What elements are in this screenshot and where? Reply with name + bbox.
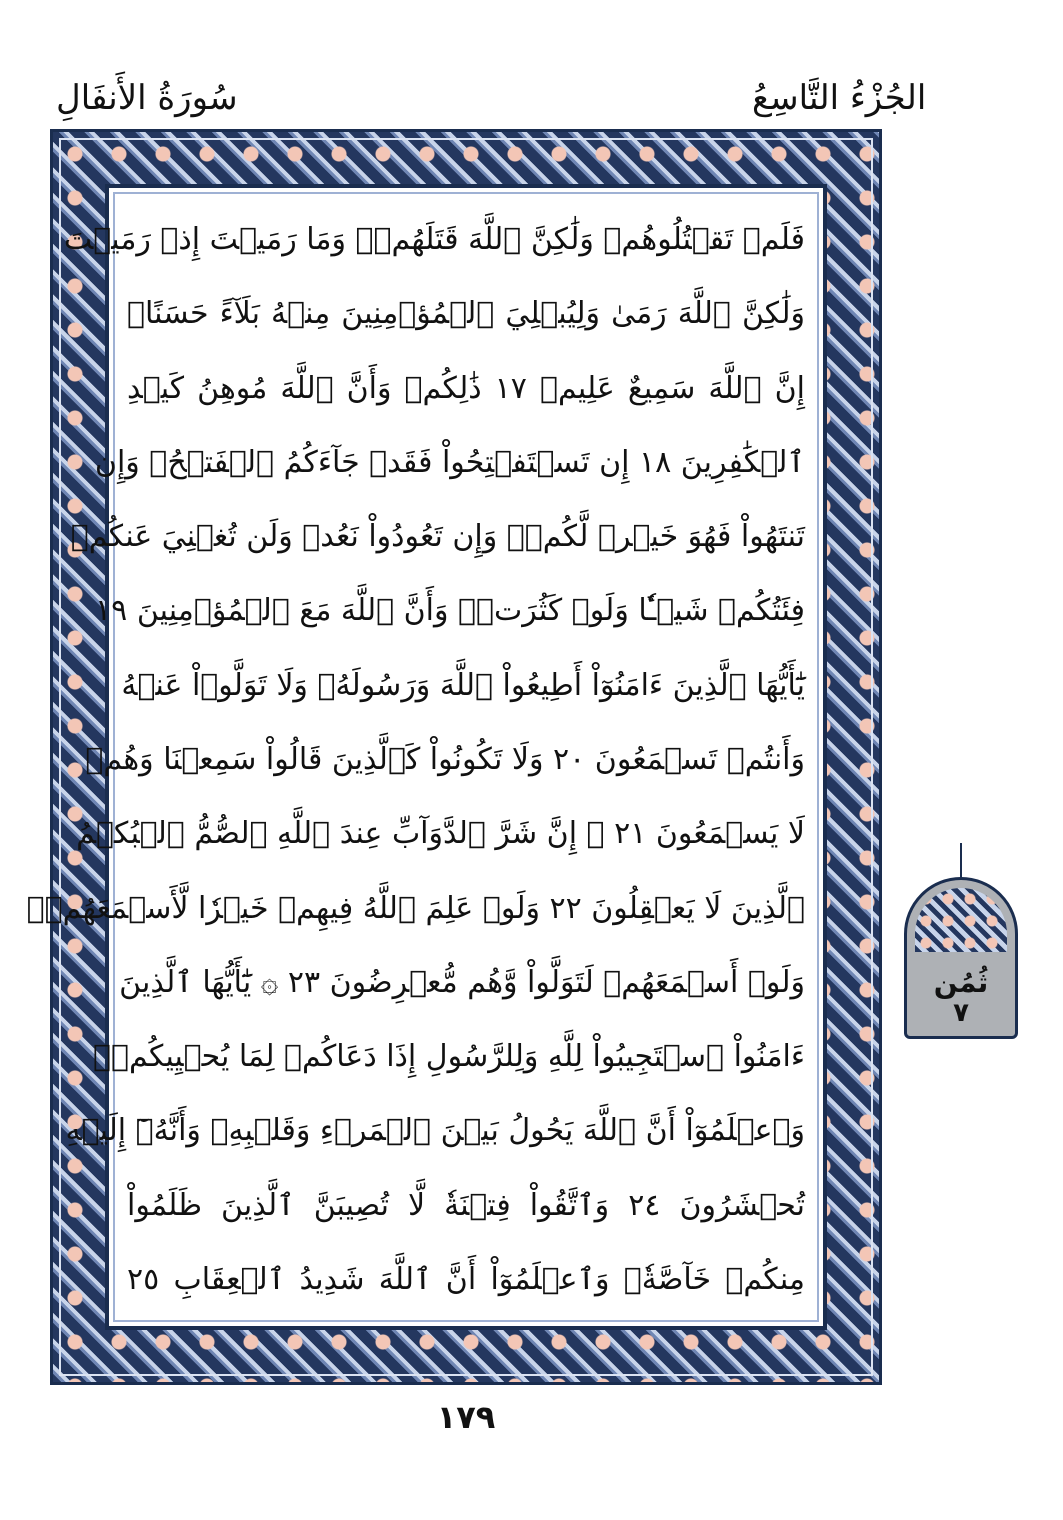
text-line-8: وَأَنتُمۡ تَسۡمَعُونَ ٢٠ وَلَا تَكُونُواْ كَٱلَّذِينَ قَالُواْ سَمِعۡنَا وَهُمۡ <box>85 741 805 777</box>
ornamental-frame <box>26 129 882 1385</box>
text-line-15: مِنكُمۡ خَآصَّةٗۖ وَٱعۡلَمُوٓاْ أَنَّ ٱللَّهَ شَدِيدُ ٱلۡعِقَابِ ٢٥ <box>127 1261 805 1297</box>
text-line-13: وَٱعۡلَمُوٓاْ أَنَّ ٱللَّهَ يَحُولُ بَيۡنَ ٱلۡمَرۡءِ وَقَلۡبِهِۦ وَأَنَّهُۥٓ إِلَيۡهِ <box>65 1113 805 1149</box>
text-line-10: ٱلَّذِينَ لَا يَعۡقِلُونَ ٢٢ وَلَوۡ عَلِمَ ٱللَّهُ فِيهِمۡ خَيۡرٗا لَّأَسۡمَعَهُمۡۖ <box>26 890 805 926</box>
text-line-6: فِئَتُكُمۡ شَيۡـٔٗا وَلَوۡ كَثُرَتۡۚ وَأَنَّ ٱللَّهَ مَعَ ٱلۡمُؤۡمِنِينَ ١٩ <box>95 593 805 629</box>
text-line-5: تَنتَهُواْ فَهُوَ خَيۡرٞ لَّكُمۡۖ وَإِن تَعُودُواْ نَعُدۡ وَلَن تُغۡنِيَ عَنكُمۡ <box>70 519 805 555</box>
surah-title: سُورَةُ الأَنفَالِ <box>56 78 238 118</box>
marker-dome <box>904 877 1018 1039</box>
marker-stem <box>960 843 962 879</box>
text-line-11: وَلَوۡ أَسۡمَعَهُمۡ لَتَوَلَّواْ وَّهُم مُّعۡرِضُونَ ٢٣ ۞ يَٰٓأَيُّهَا ٱلَّذِينَ <box>119 964 805 1000</box>
text-line-2: وَلَٰكِنَّ ٱللَّهَ رَمَىٰ وَلِيُبۡلِيَ ٱلۡمُؤۡمِنِينَ مِنۡهُ بَلَآءً حَسَنًاۚ <box>127 296 805 332</box>
text-line-12: ءَامَنُواْ ٱسۡتَجِيبُواْ لِلَّهِ وَلِلرَّسُولِ إِذَا دَعَاكُمۡ لِمَا يُحۡيِيكُمۡۖ <box>92 1039 805 1075</box>
text-line-4: ٱلۡكَٰفِرِينَ ١٨ إِن تَسۡتَفۡتِحُواْ فَقَدۡ جَآءَكُمُ ٱلۡفَتۡحُۖ وَإِن <box>94 444 805 480</box>
page-number: ١٧٩ <box>436 1398 496 1436</box>
quran-text <box>26 212 806 1308</box>
text-line-1: فَلَمۡ تَقۡتُلُوهُمۡ وَلَٰكِنَّ ٱللَّهَ قَتَلَهُمۡۚ وَمَا رَمَيۡتَ إِذۡ رَمَيۡتَ <box>63 222 805 257</box>
hizb-marker <box>904 843 1018 1039</box>
text-line-3: إِنَّ ٱللَّهَ سَمِيعٌ عَلِيمٞ ١٧ ذَٰلِكُمۡ وَأَنَّ ٱللَّهَ مُوهِنُ كَيۡدِ <box>127 370 805 406</box>
marker-number: ٧ <box>953 998 969 1028</box>
marker-label: ثُمُن <box>933 966 989 999</box>
text-line-14: تُحۡشَرُونَ ٢٤ وَٱتَّقُواْ فِتۡنَةٗ لَّا تُصِيبَنَّ ٱلَّذِينَ ظَلَمُواْ <box>127 1187 806 1223</box>
juz-title: الجُزْءُ التَّاسِعُ <box>752 78 927 118</box>
text-panel <box>26 184 827 1330</box>
text-line-9: لَا يَسۡمَعُونَ ٢١ ۞ إِنَّ شَرَّ ٱلدَّوَآبِّ عِندَ ٱللَّهِ ٱلصُّمُّ ٱلۡبُكۡمُ <box>76 816 805 852</box>
marker-ornament <box>915 888 1007 952</box>
text-line-7: يَٰٓأَيُّهَا ٱلَّذِينَ ءَامَنُوٓاْ أَطِيعُواْ ٱللَّهَ وَرَسُولَهُۥ وَلَا تَوَلَّوۡاْ عَنۡهُ <box>121 667 805 703</box>
